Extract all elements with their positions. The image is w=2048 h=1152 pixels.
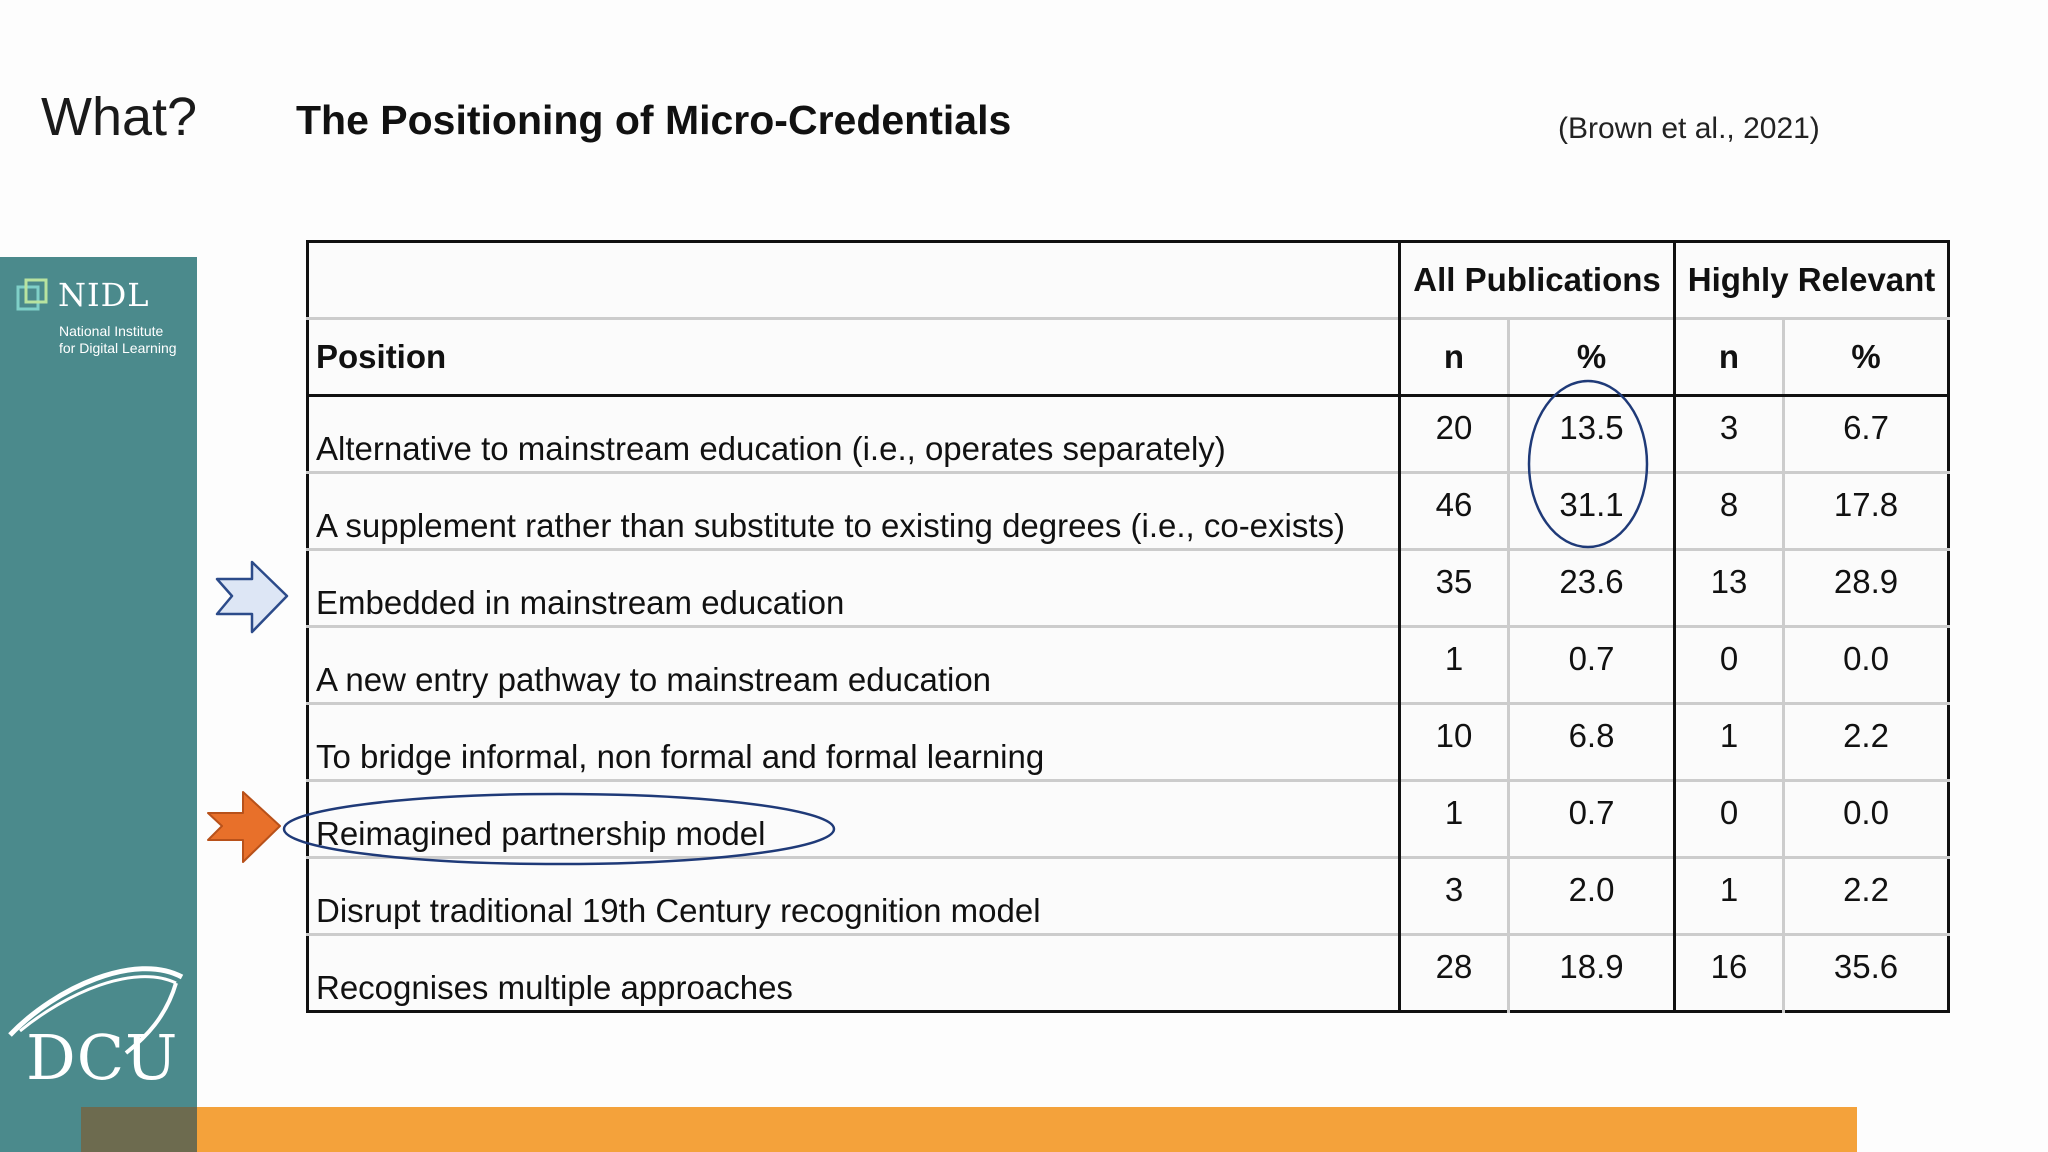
row-rel-n: 0 <box>1675 781 1784 858</box>
row-rel-n: 1 <box>1675 704 1784 781</box>
column-header-position: Position <box>308 319 1400 396</box>
row-rel-pct: 28.9 <box>1784 550 1949 627</box>
nidl-name: NIDL <box>58 276 150 314</box>
row-all-pct: 6.8 <box>1509 704 1675 781</box>
table-row <box>308 550 1949 627</box>
footer-dark-block <box>81 1107 197 1152</box>
row-rel-pct: 0.0 <box>1784 627 1949 704</box>
row-rel-pct: 17.8 <box>1784 473 1949 550</box>
light-arrow-icon <box>217 562 287 632</box>
row-all-n: 1 <box>1400 781 1509 858</box>
row-all-pct: 23.6 <box>1509 550 1675 627</box>
table-row <box>308 858 1949 935</box>
row-all-pct: 18.9 <box>1509 935 1675 1012</box>
row-rel-pct: 2.2 <box>1784 858 1949 935</box>
table-row <box>308 704 1949 781</box>
row-position: Embedded in mainstream education <box>308 550 1400 627</box>
row-position: Reimagined partnership model <box>308 781 1400 858</box>
row-rel-n: 3 <box>1675 396 1784 473</box>
dcu-logo-text: DCU <box>26 1021 179 1094</box>
row-position: A supplement rather than substitute to existing degrees (i.e., co-exists) <box>308 473 1400 550</box>
column-header-all-n: n <box>1400 319 1509 396</box>
footer-bar <box>197 1107 1857 1152</box>
column-header-rel-n: n <box>1675 319 1784 396</box>
group-header-highly-relevant: Highly Relevant <box>1687 261 1936 298</box>
row-all-pct: 2.0 <box>1509 858 1675 935</box>
row-rel-pct: 6.7 <box>1784 396 1949 473</box>
row-all-pct: 31.1 <box>1509 473 1675 550</box>
row-all-pct: 0.7 <box>1509 781 1675 858</box>
row-rel-n: 0 <box>1675 627 1784 704</box>
row-all-n: 20 <box>1400 396 1509 473</box>
citation: (Brown et al., 2021) <box>1558 112 1820 145</box>
table-row <box>308 627 1949 704</box>
row-position: Recognises multiple approaches <box>308 935 1400 1012</box>
section-heading: What? <box>41 87 198 147</box>
row-rel-n: 1 <box>1675 858 1784 935</box>
row-all-pct: 0.7 <box>1509 627 1675 704</box>
row-all-n: 46 <box>1400 473 1509 550</box>
table-row <box>308 935 1949 1012</box>
row-rel-n: 13 <box>1675 550 1784 627</box>
table-row <box>308 781 1949 858</box>
row-position: To bridge informal, non formal and formal learning <box>308 704 1400 781</box>
row-all-n: 10 <box>1400 704 1509 781</box>
nidl-mark-icon <box>16 277 50 313</box>
row-rel-pct: 2.2 <box>1784 704 1949 781</box>
row-rel-n: 16 <box>1675 935 1784 1012</box>
column-header-all-pct: % <box>1509 319 1675 396</box>
row-position: Disrupt traditional 19th Century recognition model <box>308 858 1400 935</box>
table-row <box>308 473 1949 550</box>
column-header-rel-pct: % <box>1784 319 1949 396</box>
slide-title: The Positioning of Micro-Credentials <box>296 97 1012 143</box>
group-header-all-publications: All Publications <box>1400 242 1675 319</box>
nidl-subtitle: National Institute for Digital Learning <box>59 323 177 356</box>
row-rel-pct: 35.6 <box>1784 935 1949 1012</box>
row-all-n: 1 <box>1400 627 1509 704</box>
row-all-n: 3 <box>1400 858 1509 935</box>
sidebar <box>0 257 197 1152</box>
table-row <box>308 396 1949 473</box>
column-header-row <box>308 319 1949 396</box>
orange-arrow-icon <box>208 792 280 862</box>
row-all-n: 28 <box>1400 935 1509 1012</box>
row-position: A new entry pathway to mainstream education <box>308 627 1400 704</box>
row-position: Alternative to mainstream education (i.e., operates separately) <box>308 396 1400 473</box>
row-all-pct: 13.5 <box>1509 396 1675 473</box>
row-rel-n: 8 <box>1675 473 1784 550</box>
row-rel-pct: 0.0 <box>1784 781 1949 858</box>
group-header-blank <box>308 242 1400 319</box>
positioning-table <box>306 240 1950 1013</box>
group-header-row <box>308 242 1949 319</box>
row-all-n: 35 <box>1400 550 1509 627</box>
